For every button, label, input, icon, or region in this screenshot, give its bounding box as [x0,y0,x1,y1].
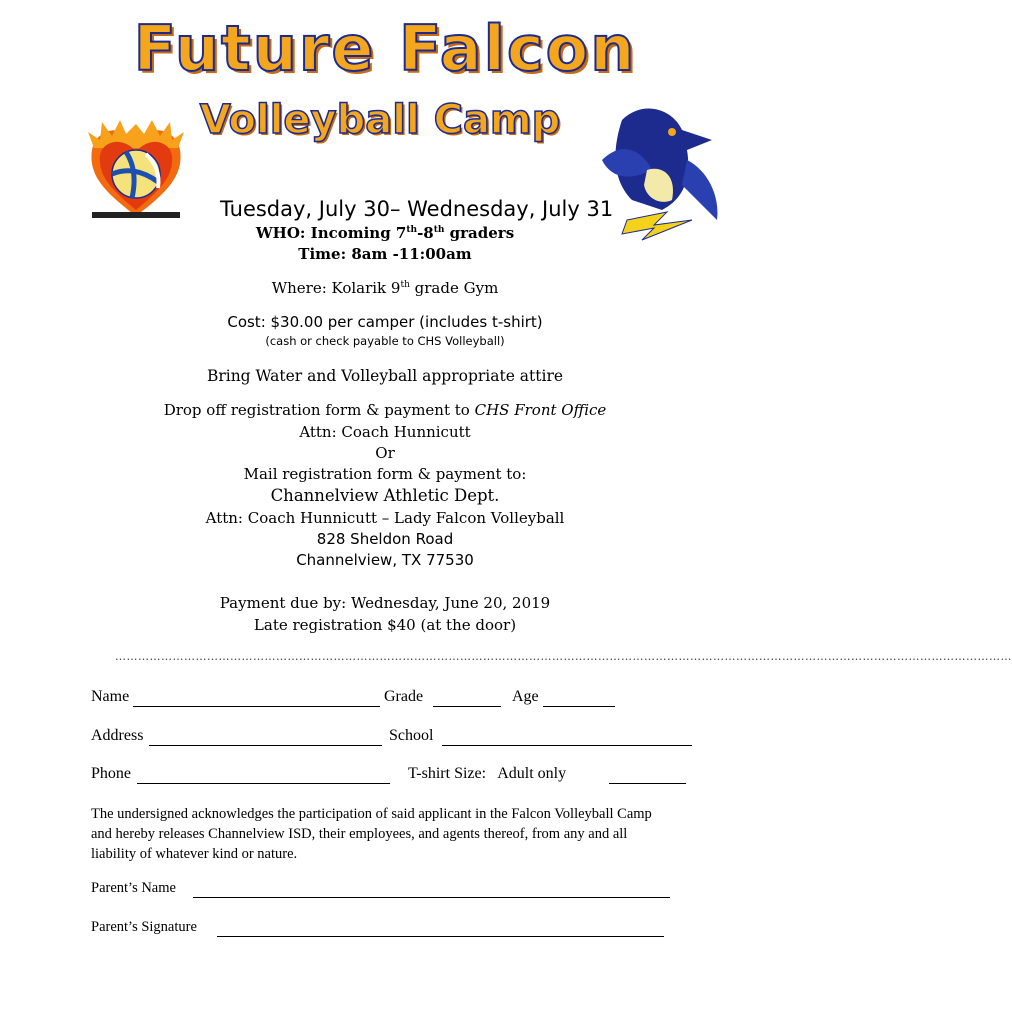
name-field[interactable] [133,706,380,707]
phone-field[interactable] [137,783,390,784]
grade-label: Grade [384,688,424,705]
tshirt-label: T-shirt Size: Adult only [408,765,567,782]
phone-label: Phone [91,765,131,782]
payment-due: Payment due by: Wednesday, June 20, 2019 [219,594,551,612]
parent-signature-label: Parent’s Signature [91,919,197,935]
late-registration: Late registration $40 (at the door) [253,616,517,634]
where-prefix: Where: Kolarik 9 [271,279,401,297]
cost-note: (cash or check payable to CHS Volleyball) [265,334,505,348]
address-field[interactable] [149,745,382,746]
parent-signature-field[interactable] [217,936,664,937]
tshirt-field[interactable] [609,783,686,784]
parent-name-field[interactable] [193,897,670,898]
where-suffix: grade Gym [409,279,499,297]
who-sup-2: th [433,225,445,235]
cut-divider: ……………………………………………………………………………………………………………………………………………………………………………………………………………… [115,650,1012,663]
age-label: Age [512,688,539,705]
cost-line: Cost: $30.00 per camper (includes t-shirt) [227,313,543,331]
who-sup-1: th [406,225,418,235]
who-suffix: graders [444,224,515,242]
attn-line-2: Attn: Coach Hunnicutt – Lady Falcon Volleyball [205,509,565,527]
mail-line: Mail registration form & payment to: [243,465,527,483]
address-label: Address [91,727,144,744]
where-sup: th [400,280,410,290]
drop-off-line [0,401,770,419]
who-prefix: WHO: Incoming 7 [255,224,407,242]
who-line [0,224,770,242]
camp-dates: Tuesday, July 30– Wednesday, July 31 [220,197,614,221]
address-line-2: Channelview, TX 77530 [296,551,474,569]
volleyball-heart-icon [86,118,186,220]
drop-place: CHS Front Office [474,401,607,419]
waiver-text: The undersigned acknowledges the participation of said applicant in the Falcon Volleyball Camp and hereby releases Channelview ISD, their employees, and agents thereof, from any and all liability of whatever kind or nature. [91,806,652,862]
where-line [0,279,770,297]
flyer-title: Future Falcon [133,12,637,85]
address-line-1: 828 Sheldon Road [316,530,454,548]
school-field[interactable] [442,745,692,746]
age-field[interactable] [543,706,615,707]
time-line: Time: 8am -11:00am [298,245,472,263]
flyer-subtitle: Volleyball Camp [199,97,561,143]
dept-line: Channelview Athletic Dept. [270,486,500,505]
school-label: School [389,727,434,744]
who-mid: -8 [417,224,434,242]
parent-name-label: Parent’s Name [91,880,176,896]
bring-line: Bring Water and Volleyball appropriate attire [206,367,564,385]
or-line: Or [375,444,395,462]
grade-field[interactable] [433,706,501,707]
attn-line-1: Attn: Coach Hunnicutt [299,423,471,441]
name-label: Name [91,688,130,705]
drop-prefix: Drop off registration form & payment to [163,401,475,419]
